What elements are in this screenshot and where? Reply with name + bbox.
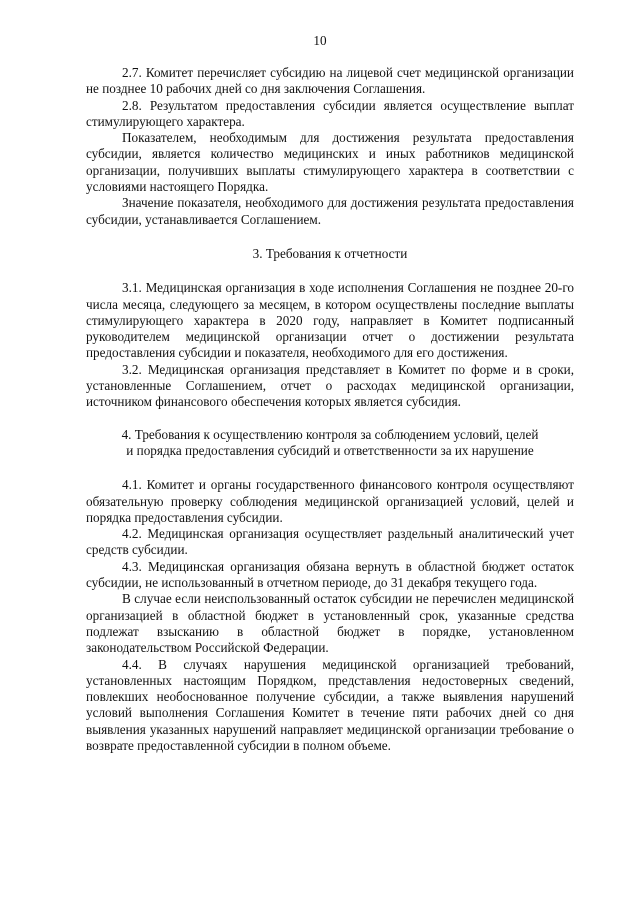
paragraph-3-2: 3.2. Медицинская организация представляет в Комитет по форме и в сроки, установленные Соглашением, отчет о расходах медицинской организации, источником финансового обеспечения которых является субсидия. <box>86 361 574 410</box>
paragraph-3-1: 3.1. Медицинская организация в ходе исполнения Соглашения не позднее 20-го числа месяца, следующего за месяцем, в котором осуществлены последние выплаты стимулирующего характера в 2020 году, направляет в Комитет подписанный руководителем медицинской организации отчет о достижении результата предоставления субсидии и показателя, необходимого для его достижения. <box>86 280 574 361</box>
page-number: 10 <box>313 33 327 48</box>
document-body <box>86 65 574 754</box>
paragraph-4-1: 4.1. Комитет и органы государственного финансового контроля осуществляют обязательную проверку соблюдения медицинской организацией условий, целей и порядка предоставления субсидии. <box>86 477 574 525</box>
section-3-heading: 3. Требования к отчетности <box>252 245 408 261</box>
section-4-heading-line-2: и порядка предоставления субсидий и ответственности за их нарушение <box>126 442 534 458</box>
paragraph-4-4: 4.4. В случаях нарушения медицинской организацией требований, установленных настоящим Порядком, представления недостоверных сведений, повлекших необоснованное получение субсидии, а также выявления нарушений условий выполнения Соглашения Комитет в течение пяти рабочих дней со дня выявления указанных нарушений направляет медицинской организации требование о возврате предоставленной субсидии в полном объеме. <box>86 656 574 753</box>
section-4-heading-line-1: 4. Требования к осуществлению контроля за соблюдением условий, целей <box>121 426 539 442</box>
paragraph-4-3: 4.3. Медицинская организация обязана вернуть в областной бюджет остаток субсидии, не использованный в отчетном периоде, до 31 декабря текущего года. <box>86 558 574 591</box>
paragraph-indicator: Показателем, необходимым для достижения результата предоставления субсидии, является количество медицинских и иных работников медицинской организации, получивших выплаты стимулирующего характера в соответствии с условиями настоящего Порядка. <box>86 130 574 195</box>
paragraph-2-7: 2.7. Комитет перечисляет субсидию на лицевой счет медицинской организации не позднее 10 рабочих дней со дня заключения Соглашения. <box>86 65 574 97</box>
paragraph-4-3-recovery: В случае если неиспользованный остаток субсидии не перечислен медицинской организацией в областной бюджет в установленный срок, указанные средства подлежат взысканию в областной бюджет в порядке, установленном законодательством Российской Федерации. <box>86 591 574 656</box>
paragraph-2-8: 2.8. Результатом предоставления субсидии является осуществление выплат стимулирующего характера. <box>86 97 574 129</box>
paragraph-4-2: 4.2. Медицинская организация осуществляет раздельный аналитический учет средств субсидии. <box>86 526 574 558</box>
section-4-heading <box>86 427 574 460</box>
paragraph-indicator-value: Значение показателя, необходимого для достижения результата предоставления субсидии, устанавливается Соглашением. <box>86 195 574 227</box>
